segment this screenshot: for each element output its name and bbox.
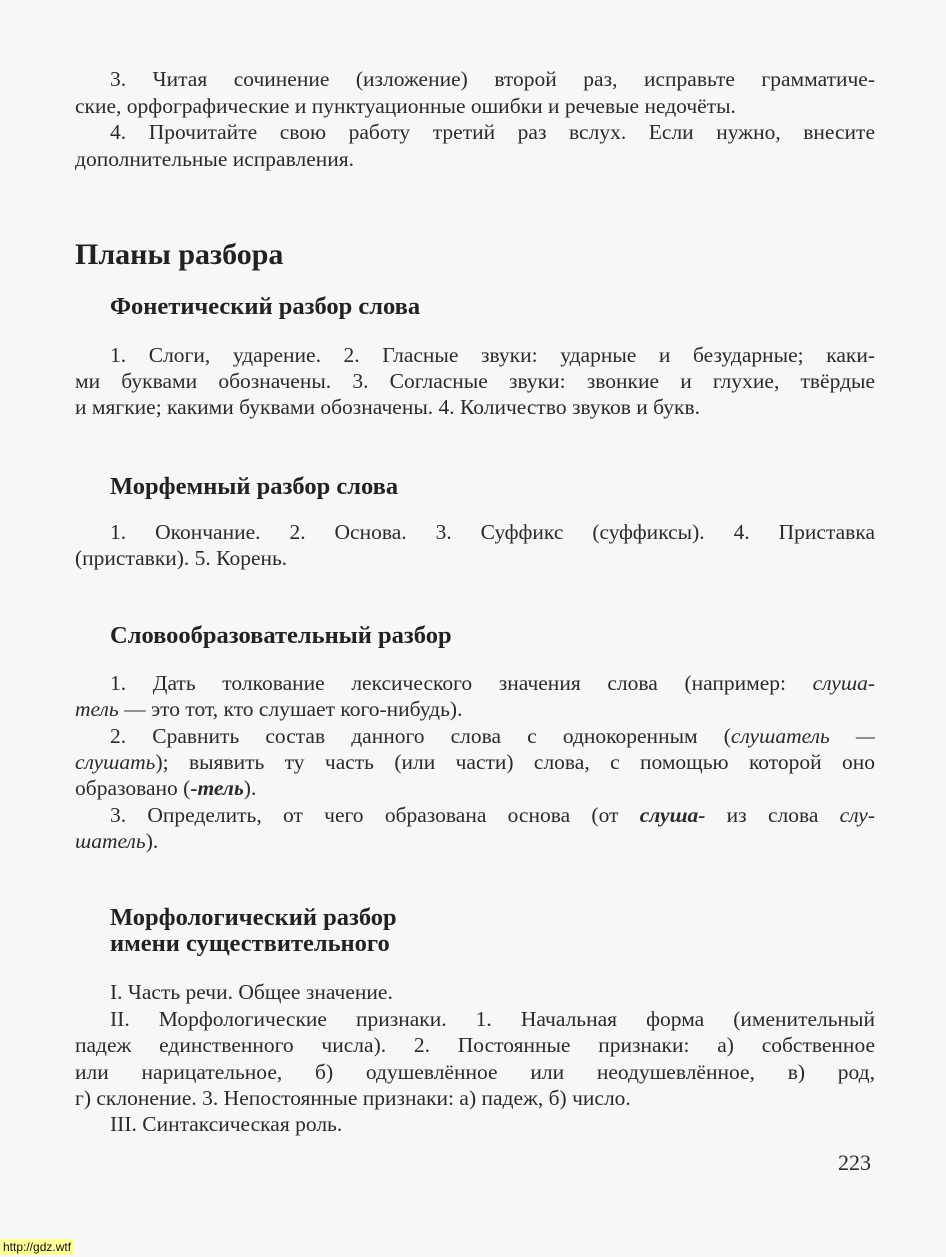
text-segment: падеж единственного числа). 2. Постоянные признаки: а) собственное: [75, 1033, 875, 1057]
text-segment: из слова: [705, 803, 840, 827]
text-line: [75, 1059, 875, 1085]
text-line: [110, 723, 875, 749]
text-segment: образовано (: [75, 776, 191, 800]
text-line: [110, 66, 875, 92]
text-line: [110, 519, 875, 545]
text-segment: 4. Прочитайте свою работу третий раз вслух. Если нужно, внесите: [110, 120, 875, 144]
emphasized-text: -тель: [190, 776, 244, 800]
text-segment: ми буквами обозначены. 3. Согласные звуки: звонкие и глухие, твёрдые: [75, 369, 875, 393]
text-line: [75, 1032, 875, 1058]
emphasized-text: шатель: [75, 829, 146, 853]
text-line: [75, 368, 875, 394]
text-segment: дополнительные исправления.: [75, 147, 355, 171]
emphasized-text: слушатель —: [730, 724, 875, 748]
text-line: [110, 670, 875, 696]
text-line: [75, 545, 875, 571]
text-segment: 2. Сравнить состав данного слова с однокоренным (: [110, 724, 731, 748]
text-segment: 3. Читая сочинение (изложение) второй раз, исправьте грамматиче-: [110, 67, 875, 91]
text-line: [110, 979, 875, 1005]
text-segment: 3. Определить, от чего образована основа (от: [110, 803, 640, 827]
text-segment: и мягкие; какими буквами обозначены. 4. Количество звуков и букв.: [75, 395, 700, 419]
text-line: [75, 1085, 875, 1111]
text-segment: или нарицательное, б) одушевлённое или неодушевлённое, в) род,: [75, 1060, 875, 1084]
text-segment: 1. Слоги, ударение. 2. Гласные звуки: ударные и безударные; каки-: [110, 343, 875, 367]
section-heading: Фонетический разбор слова: [110, 293, 421, 320]
text-line: [75, 93, 875, 119]
section-heading: Словообразовательный разбор: [110, 622, 452, 649]
text-line: [75, 828, 875, 854]
section-heading: Морфемный разбор слова: [110, 473, 399, 500]
text-segment: II. Морфологические признаки. 1. Начальная форма (именительный: [110, 1007, 875, 1031]
text-line: [110, 1111, 875, 1137]
emphasized-text: тель: [75, 697, 119, 721]
text-segment: ).: [243, 776, 257, 800]
text-line: [110, 342, 875, 368]
text-segment: I. Часть речи. Общее значение.: [110, 980, 393, 1004]
emphasized-text: слуша-: [812, 671, 875, 695]
section-heading: имени существительного: [110, 930, 390, 957]
page-number: 223: [838, 1150, 871, 1175]
text-line: [110, 1006, 875, 1032]
text-segment: — это тот, кто слушает кого-нибудь).: [118, 697, 463, 721]
emphasized-text: слушать: [75, 750, 156, 774]
page-title: Планы разбора: [75, 238, 284, 271]
text-segment: г) склонение. 3. Непостоянные признаки: а) падеж, б) число.: [75, 1086, 631, 1110]
text-segment: III. Синтаксическая роль.: [110, 1112, 343, 1136]
section-heading: Морфологический разбор: [110, 904, 397, 931]
source-link[interactable]: http://gdz.wtf: [0, 1239, 74, 1255]
text-line: [75, 749, 875, 775]
text-segment: (приставки). 5. Корень.: [75, 546, 288, 570]
text-line: [75, 775, 875, 801]
text-segment: 1. Дать толкование лексического значения слова (например:: [110, 671, 813, 695]
text-line: [75, 146, 875, 172]
text-line: [110, 802, 875, 828]
emphasized-text: слуша-: [639, 803, 706, 827]
text-line: [110, 119, 875, 145]
text-line: [75, 696, 875, 722]
text-segment: ).: [145, 829, 159, 853]
text-segment: 1. Окончание. 2. Основа. 3. Суффикс (суффиксы). 4. Приставка: [110, 520, 875, 544]
text-segment: ские, орфографические и пунктуационные ошибки и речевые недочёты.: [75, 94, 736, 118]
emphasized-text: слу-: [839, 803, 875, 827]
text-line: [75, 394, 875, 420]
text-segment: ); выявить ту часть (или части) слова, с помощью которой оно: [155, 750, 875, 774]
